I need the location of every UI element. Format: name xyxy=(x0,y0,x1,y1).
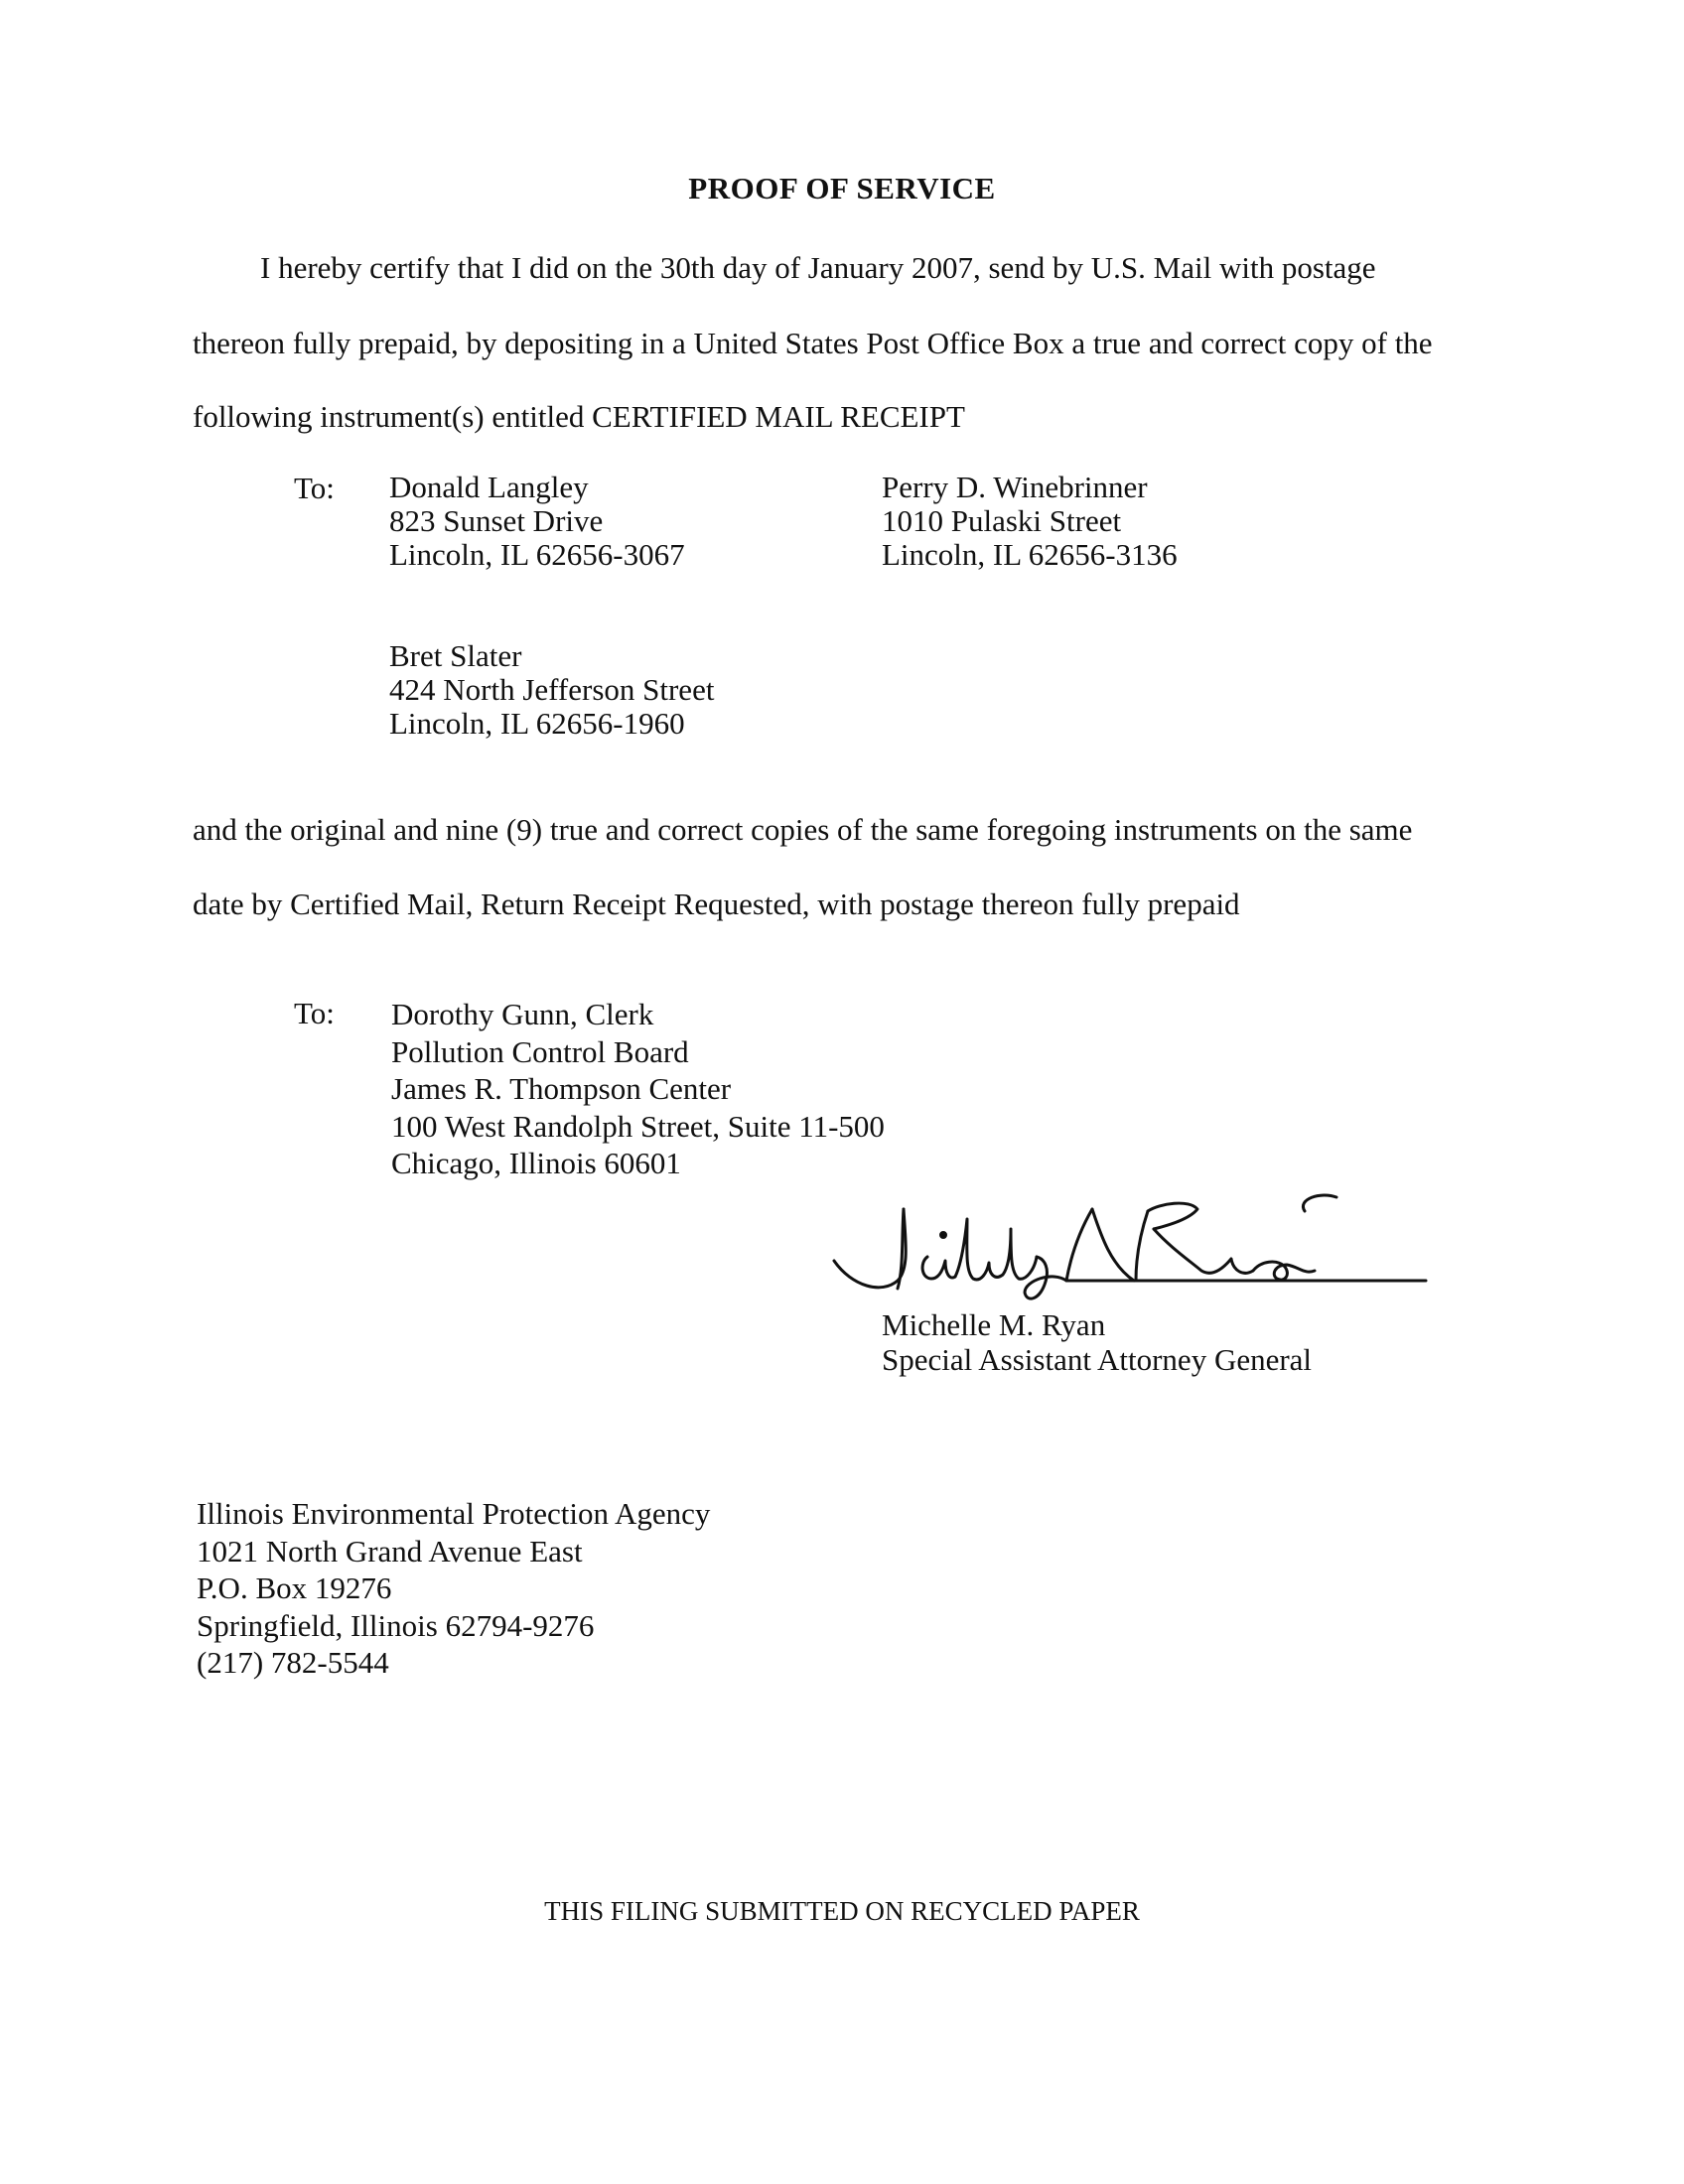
address-line: Lincoln, IL 62656-3136 xyxy=(882,537,1178,572)
address-line: 823 Sunset Drive xyxy=(389,503,604,538)
recipient-address-clerk xyxy=(391,996,885,1182)
recipient-address-donald-langley xyxy=(389,471,685,572)
agency-line: Illinois Environmental Protection Agency xyxy=(197,1496,711,1531)
to-label-first: To: xyxy=(294,471,335,505)
address-line: James R. Thompson Center xyxy=(391,1071,732,1106)
agency-line: P.O. Box 19276 xyxy=(197,1570,392,1605)
address-line: Bret Slater xyxy=(389,638,522,673)
second-paragraph-line-1: and the original and nine (9) true and correct copies of the same foregoing instruments on the same xyxy=(193,812,1413,847)
address-line: 424 North Jefferson Street xyxy=(389,672,715,707)
agency-line: (217) 782-5544 xyxy=(197,1645,389,1680)
intro-line-2: thereon fully prepaid, by depositing in a United States Post Office Box a true and correct copy of the xyxy=(193,326,1433,360)
recipient-address-perry-winebrinner xyxy=(882,471,1178,572)
handwritten-signature xyxy=(832,1189,1428,1308)
address-line: Lincoln, IL 62656-3067 xyxy=(389,537,685,572)
intro-line-3: following instrument(s) entitled CERTIFIED MAIL RECEIPT xyxy=(193,399,965,434)
intro-line-1: I hereby certify that I did on the 30th day of January 2007, send by U.S. Mail with postage xyxy=(260,250,1376,285)
recycled-paper-notice: THIS FILING SUBMITTED ON RECYCLED PAPER xyxy=(544,1896,1140,1926)
agency-line: Springfield, Illinois 62794-9276 xyxy=(197,1607,595,1643)
address-line: Donald Langley xyxy=(389,470,589,504)
address-line: Lincoln, IL 62656-1960 xyxy=(389,706,685,741)
recipient-address-bret-slater xyxy=(389,639,714,741)
agency-line: 1021 North Grand Avenue East xyxy=(197,1533,583,1569)
address-line: Pollution Control Board xyxy=(391,1033,689,1069)
to-label-second: To: xyxy=(294,996,335,1030)
signatory-title: Special Assistant Attorney General xyxy=(882,1342,1313,1377)
address-line: Chicago, Illinois 60601 xyxy=(391,1146,681,1180)
address-line: 1010 Pulaski Street xyxy=(882,503,1122,538)
address-line: Dorothy Gunn, Clerk xyxy=(391,997,654,1031)
signatory-name: Michelle M. Ryan xyxy=(882,1307,1106,1342)
address-line: 100 West Randolph Street, Suite 11-500 xyxy=(391,1108,885,1144)
document-title: PROOF OF SERVICE xyxy=(688,171,996,205)
address-line: Perry D. Winebrinner xyxy=(882,470,1148,504)
agency-address xyxy=(197,1495,710,1682)
second-paragraph-line-2: date by Certified Mail, Return Receipt Requested, with postage thereon fully prepaid xyxy=(193,887,1240,921)
